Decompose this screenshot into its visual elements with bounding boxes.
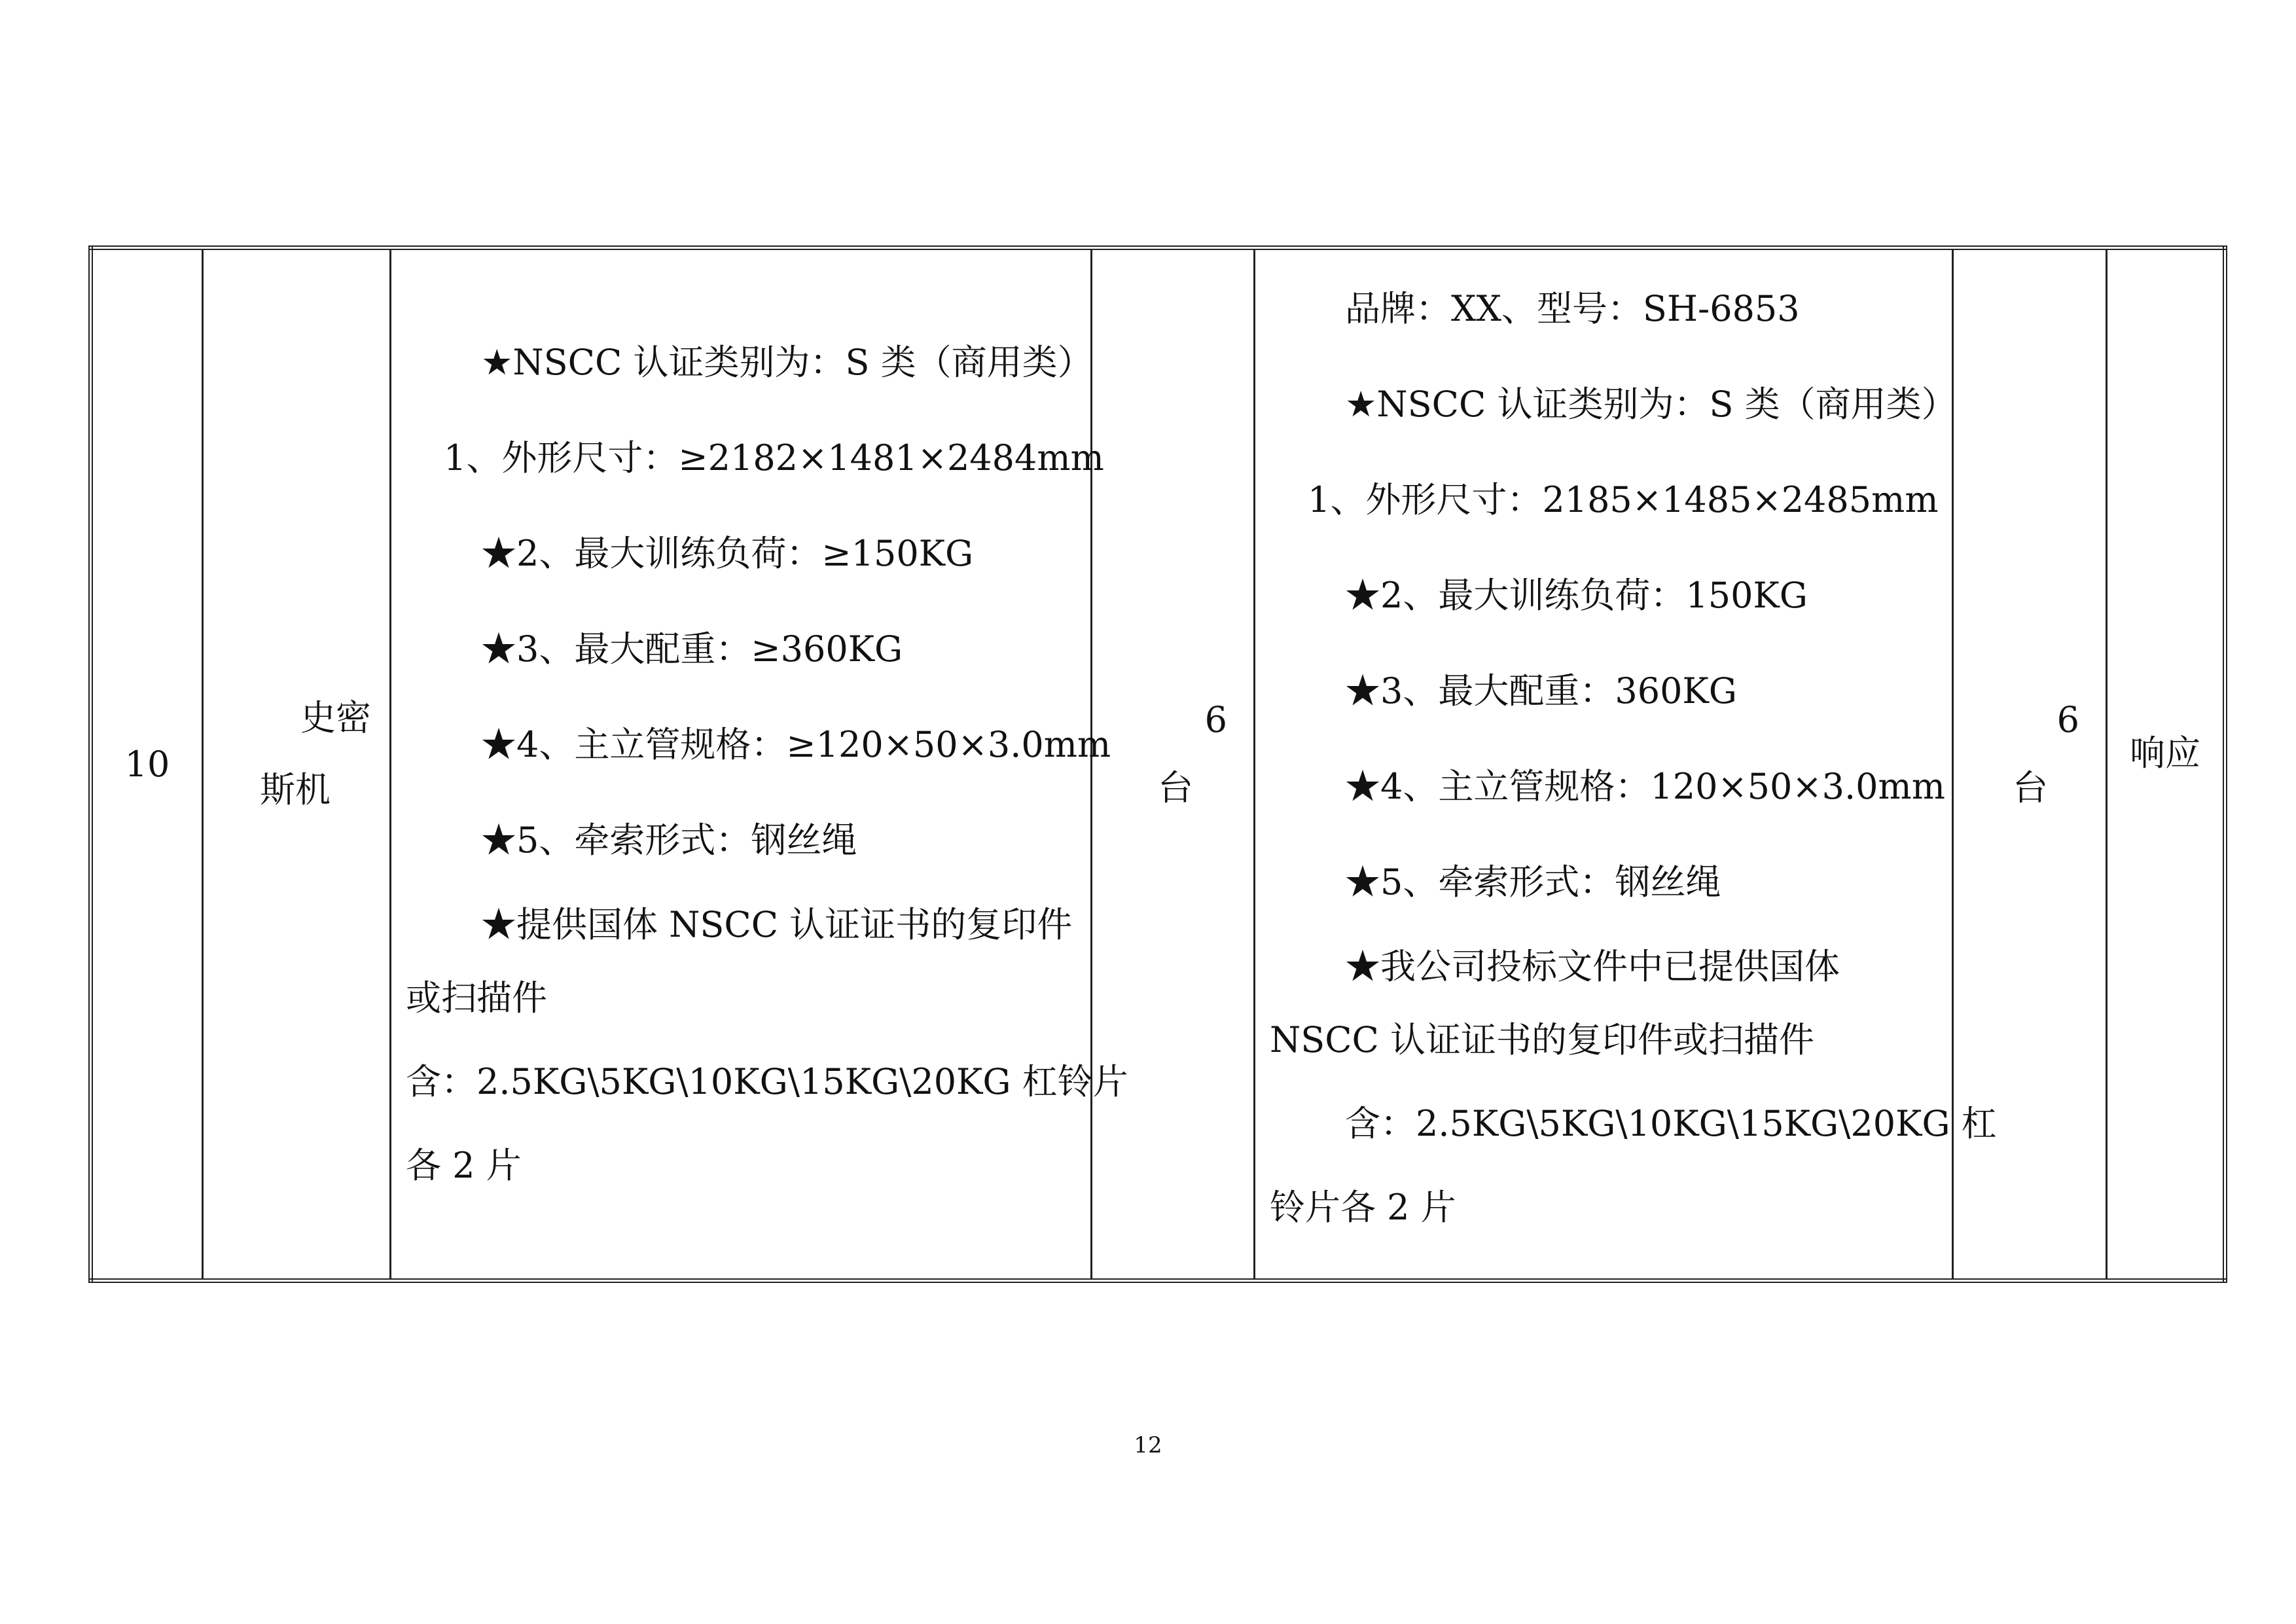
requirement-line: 1、外形尺寸：≥2182×1481×2484mm (444, 437, 1104, 478)
row-number: 10 (124, 743, 170, 785)
requirement-line: ★4、主立管规格：≥120×50×3.0mm (481, 723, 1111, 765)
response-cert-line-2: NSCC 认证证书的复印件或扫描件 (1270, 1019, 1815, 1060)
requirement-line: ★3、最大配重：≥360KG (481, 628, 903, 670)
requirement-includes-line-1: 含：2.5KG\5KG\10KG\15KG\20KG 杠铃片 (406, 1060, 1128, 1102)
item-name-line-1: 史密 (300, 696, 371, 738)
requirement-includes-line-2: 各 2 片 (406, 1144, 522, 1186)
response-cell (1255, 248, 1997, 1281)
response-includes-line-1: 含：2.5KG\5KG\10KG\15KG\20KG 杠 (1345, 1102, 1997, 1144)
requirement-line: ★5、牵索形式：钢丝绳 (481, 819, 857, 861)
response-line: 1、外形尺寸：2185×1485×2485mm (1308, 478, 1939, 520)
response-line: 品牌：XX、型号：SH-6853 (1345, 287, 1800, 329)
response-line: ★3、最大配重：360KG (1345, 670, 1737, 712)
requirement-line: ★2、最大训练负荷：≥150KG (481, 532, 974, 574)
response-cert-line-1: ★我公司投标文件中已提供国体 (1345, 945, 1840, 987)
item-name-line-2: 斯机 (260, 768, 331, 810)
item-name-cell (203, 248, 391, 1281)
requirement-cert-line-1: ★提供国体 NSCC 认证证书的复印件 (481, 903, 1073, 945)
quantity-unit: 台 (1158, 767, 1193, 808)
status-cell (2107, 248, 2225, 1281)
response-includes-line-2: 铃片各 2 片 (1270, 1186, 1456, 1228)
status-text: 响应 (2130, 732, 2200, 774)
row-number-cell (91, 248, 203, 1281)
requirement-line: ★NSCC 认证类别为：S 类（商用类） (481, 341, 1093, 383)
response-line: ★4、主立管规格：120×50×3.0mm (1345, 765, 1945, 807)
quantity-number: 6 (1204, 698, 1227, 740)
response-line: ★NSCC 认证类别为：S 类（商用类） (1345, 383, 1957, 425)
response-line: ★2、最大训练负荷：150KG (1345, 574, 1808, 616)
response-quantity-unit: 台 (2013, 767, 2048, 808)
page-number: 12 (1134, 1432, 1162, 1458)
specification-table (88, 245, 2227, 1283)
response-line: ★5、牵索形式：钢丝绳 (1345, 861, 1721, 903)
requirement-cert-line-2: 或扫描件 (406, 977, 547, 1019)
requirements-cell (391, 248, 1128, 1281)
quantity-cell (1092, 248, 1255, 1281)
table-row (91, 248, 2225, 1281)
response-quantity-number: 6 (2056, 698, 2079, 740)
